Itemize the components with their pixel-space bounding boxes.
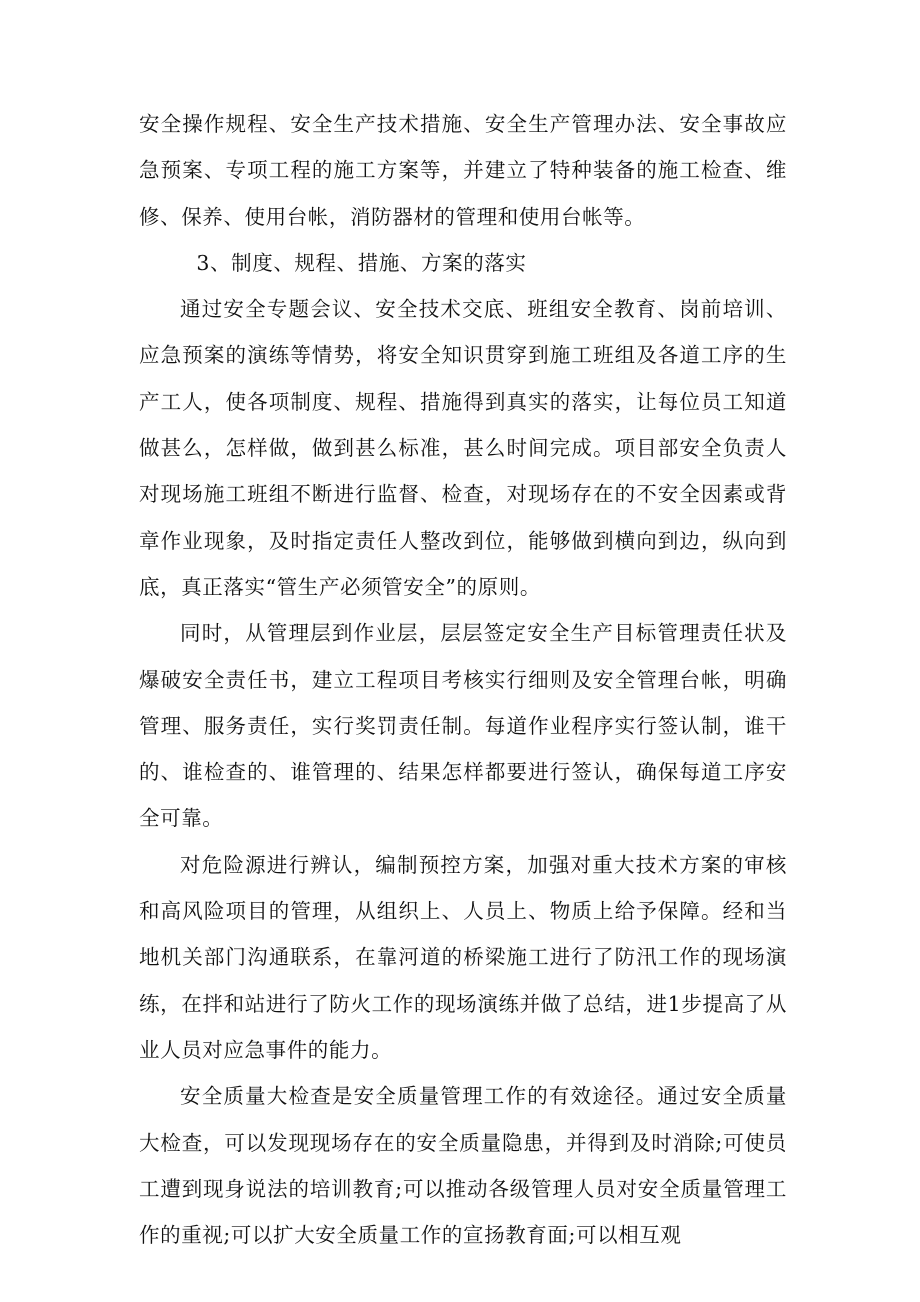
paragraph-6: 安全质量大检查是安全质量管理工作的有效途径。通过安全质量大检查，可以发现现场存在的安全质量隐患，并得到及时消除;可使员工遭到现身说法的培训教育;可以推动各级管理人员对安全质量管理工作的重视;可以扩大安全质量工作的宣扬教育面;可以相互观 — [139, 1084, 787, 1248]
paragraph-3: 通过安全专题会议、安全技术交底、班组安全教育、岗前培训、应急预案的演练等情势，将安全知识贯穿到施工班组及各道工序的生产工人，使各项制度、规程、措施得到真实的落实，让每位员工知道做甚么，怎样做，做到甚么标准，甚么时间完成。项目部安全负责人对现场施工班组不断进行监督、检查，对现场存在的不安全因素或背章作业现象，及时指定责任人整改到位，能够做到横向到边，纵向到底，真正落实“管生产必须管安全”的原则。 — [139, 297, 787, 599]
paragraph-4: 同时，从管理层到作业层，层层签定安全生产目标管理责任状及爆破安全责任书，建立工程项目考核实行细则及安全管理台帐，明确管理、服务责任，实行奖罚责任制。每道作业程序实行签认制，谁干的、谁检查的、谁管理的、结果怎样都要进行签认，确保每道工序安全可靠。 — [139, 621, 787, 831]
paragraph-1: 安全操作规程、安全生产技术措施、安全生产管理办法、安全事故应急预案、专项工程的施工方案等，并建立了特种装备的施工检查、维修、保养、使用台帐，消防器材的管理和使用台帐等。 — [139, 112, 787, 229]
section-heading: 3、制度、规程、措施、方案的落实 — [196, 250, 527, 275]
paragraph-5: 对危险源进行辨认，编制预控方案，加强对重大技术方案的审核和高风险项目的管理，从组织上、人员上、物质上给予保障。经和当地机关部门沟通联系，在靠河道的桥梁施工进行了防汛工作的现场演练，在拌和站进行了防火工作的现场演练并做了总结，进1步提高了从业人员对应急事件的能力。 — [139, 852, 787, 1062]
document-body — [139, 101, 787, 1258]
